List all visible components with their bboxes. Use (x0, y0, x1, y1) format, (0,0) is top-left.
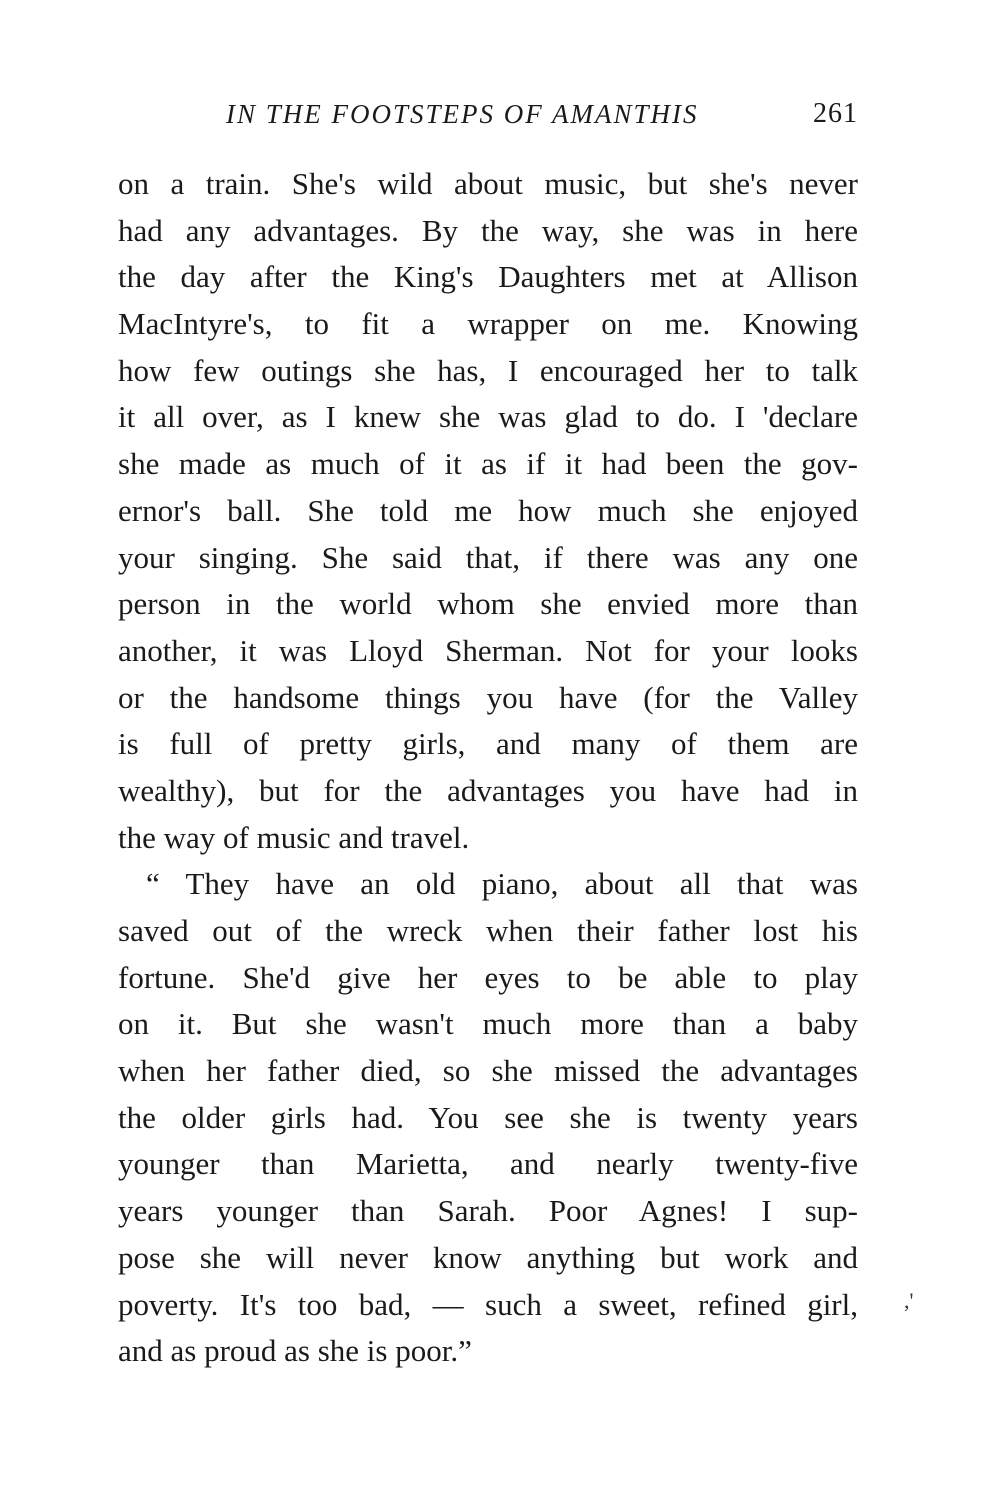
text-line: years younger than Sarah. Poor Agnes! I sup- (118, 1193, 858, 1229)
text-line: saved out of the wreck when their father lost his (118, 913, 858, 948)
text-line: the way of music and travel. (118, 819, 470, 855)
text-line: on it. But she wasn't much more than a baby (118, 1006, 858, 1042)
text-line: the older girls had. You see she is twenty years (118, 1099, 858, 1135)
margin-mark: ,' (904, 1288, 914, 1313)
text-line: MacIntyre's, to fit a wrapper on me. Knowing (118, 306, 858, 342)
text-line: another, it was Lloyd Sherman. Not for your looks (118, 632, 858, 668)
text-line: the day after the King's Daughters met at Allison (118, 259, 858, 295)
paragraph-2 (118, 861, 858, 1375)
text-line: ernor's ball. She told me how much she enjoyed (118, 492, 858, 528)
page-number: 261 (813, 98, 858, 129)
text-line: pose she will never know anything but work and (118, 1239, 858, 1275)
text-line: person in the world whom she envied more than (118, 586, 858, 622)
text-line: had any advantages. By the way, she was in here (118, 212, 858, 248)
running-head (118, 92, 858, 136)
running-title: IN THE FOOTSTEPS OF AMANTHIS (226, 99, 699, 129)
text-line: fortune. She'd give her eyes to be able to play (118, 959, 858, 995)
text-line: younger than Marietta, and nearly twenty-five (118, 1146, 858, 1182)
text-line: how few outings she has, I encouraged her to talk (118, 352, 858, 388)
text-line: your singing. She said that, if there was any one (118, 539, 858, 575)
text-line: or the handsome things you have (for the Valley (118, 679, 858, 715)
text-line: it all over, as I knew she was glad to do. I 'declare (118, 399, 858, 435)
text-line: wealthy), but for the advantages you have had in (118, 772, 858, 808)
paragraph-1 (118, 161, 858, 861)
body-text (118, 161, 858, 1375)
text-line: “ They have an old piano, about all that was (146, 866, 858, 902)
text-line: poverty. It's too bad, — such a sweet, refined girl, (118, 1286, 858, 1322)
text-line: is full of pretty girls, and many of them are (118, 726, 858, 762)
text-line: she made as much of it as if it had been the gov- (118, 446, 858, 482)
text-line: when her father died, so she missed the advantages (118, 1053, 858, 1089)
text-line: on a train. She's wild about music, but she's never (118, 166, 858, 201)
text-line: and as proud as she is poor.” (118, 1333, 472, 1369)
